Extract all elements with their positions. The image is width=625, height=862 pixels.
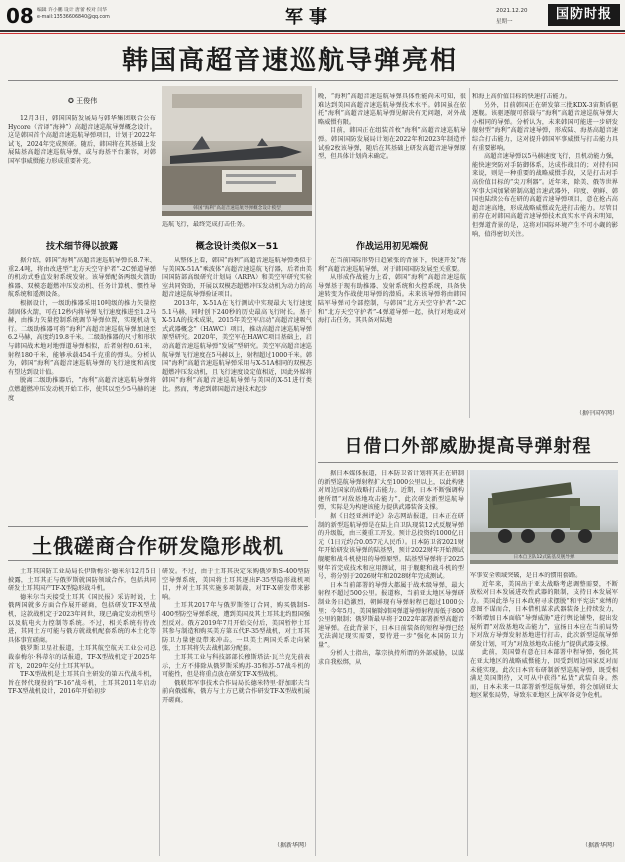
section-title-tech-details: 技术细节得以披露 — [45, 242, 118, 252]
paragraph: 目前，韩国正在组装首枚“海利”高超音速巡航导弹。韩国国防发展局计划在2022年和2023年制造并试验2枚该导弹，随后在其基础上研发高超音速导弹原型，但具体计划尚未确定。 — [318, 127, 466, 161]
japan-article-body-cont — [470, 572, 618, 836]
japan-missile-photo — [470, 470, 618, 564]
photo-caption: 韩国“海利”高超音速巡航导弹概念设计模型 — [162, 205, 312, 211]
section-tech-details-body — [8, 257, 156, 517]
turkey-headline-rule — [8, 560, 308, 561]
japan-article-body — [318, 470, 464, 856]
email: e-mail:13536606840@qq.com — [37, 15, 110, 20]
hycore-missile-photo — [162, 86, 312, 216]
paragraph: 此前，美国曾有意在日本部署中程导弹，强化其在亚太地区的战略威慑能力，因受到周边国家反对而未能实现。此次日本官布研制新型巡航导弹，既受相满足美国期待，又可从中获得“私货”武装自身。然而，日本未来一旦部署新型巡航导弹，将会加剧亚太地区紧张局势，导致东亚地区上演军备竞争危机。 — [470, 649, 618, 700]
paragraph: 日本当前部署的导弹大都属于战术级导弹，最大射程不超过500公里。报道称，当前亚太地区导弹研制业务日趋激烈，朝鲜现有导弹射程已超过1000公里；今年5月，美国解除韩国弹道导弹射程需低于800公里的限制；俄罗斯最早将于2022年部署新型高超音速导弹。在此背景下，日本日前装备的短程导弹已经无法满足现实需要，要待进一步“强化本国防卫力量”。 — [318, 581, 464, 649]
section-operational-body — [318, 257, 466, 422]
header-rule-red — [0, 33, 625, 34]
photo-caption: 日本自卫队12式陆基反舰导弹 — [470, 554, 618, 560]
paragraph: 军事安全领域突破，是日本的惯用套路。 — [470, 572, 582, 579]
column-divider — [467, 470, 468, 856]
paragraph: TF-X型战机是土耳其自主研发的第五代战斗机，旨在替代现役的“F-16”战斗机，土耳其2011年启动TF-X型战机设计，2016年开始初步 — [8, 671, 156, 696]
masthead-logo — [548, 4, 620, 26]
page-number: 08 — [6, 4, 34, 28]
paragraph: 分析人士指出，靠宗执持所谓的外部威胁，以谋求自我松绑，从 — [318, 650, 464, 667]
header-rule — [0, 30, 625, 32]
turkey-headline-rule-top — [8, 526, 308, 527]
paragraph: 据日本媒体报道，日本防卫省计划将其正在研制的新型巡航导弹射程扩大至1000公里以上，以此构建对周边国家的战略打击能力。近期，日本不断强调构建所谓“对敌基地攻击能力”，此次研发新型巡航导弹，实际是为构建该能力提供武器装备支撑。 — [318, 470, 464, 512]
section-title: 军事 — [285, 7, 333, 28]
paragraph: 在当前国际形势日趋紧张的背景下，快速开发“海利”高超音速巡航导弹，对于韩国国防发展至关重要。 — [318, 257, 466, 273]
lead-text: 12月3日，韩国国防发展局与韩华集团联合公布Hycore（音译“海神”）高超音速巡航导弹概念设计。这是韩国首个高超音速巡航导弹项目，计划于2022年试飞，2024年完成预研。随后，韩国将在其基础上发展陆基高超音速巡航导弹，或与海基平台兼容，对韩国军事威慑能力形成重要补充。 — [8, 115, 156, 165]
turkey-article-source: （据新华网） — [273, 842, 310, 849]
paragraph: 另外，目前韩国正在研发第三批KDX-3宙斯盾驱逐舰。该驱逐舰可搭载与“海利”高超音速巡航导弹大小相同的导弹。分析认为，未来韩国可能进一步研发舰射型“海利”高超音速导弹，形成陆、海基高超音速综合打击能力，这对提升韩国军事威慑与打击能力具有重要影响。 — [472, 101, 618, 152]
turkey-article-body — [8, 568, 156, 858]
section-s2-lead-in — [162, 221, 312, 231]
paragraph: 近年来，美国出于亚太战略考虑调整需要，不断放松对日本发展进攻性武器的限制，支持日本发展军力。美国此举与日本政府寻求摆脱“和平宪法”束缚的意图不谋而合，日本借机谋求武器装备上持续发力，不断增加日本面临“导弹威胁”进行舆论铺垫，提出发展所谓“对敌基地攻击能力”，宣扬日本应在当前局势下对敌方导弹发射基地进行打击，此次新型巡航导弹研发计划，可为“对敌基地攻击能力”提供武器支撑。 — [470, 580, 618, 648]
paragraph: 土耳其2017年与俄罗斯签订合同，购买俄制S-400型防空导弹系统，遭到美国及其土耳其北约盟国强烈反对。俄方2019年7月开始交付后，美国暂停土耳其参与制造和购买美方第五代F-35型战机，对土耳其防卫力量建设带来冲击。一旦美土两国关系走向紧张，土耳其将失去战机部分配套。 — [162, 602, 310, 653]
turkey-article-body-cont — [162, 568, 310, 838]
paragraph: 根据设计，一级助推器采用10吨级的推力矢量控制固体火箭，可在12秒内将导弹飞行速度推进至1.2马赫，由推力矢量控制系统调节导弹位置，实现机动飞行。二级助推器可将“海利”高超音速巡航导弹加速至6.2马赫，高度约19.8千米。二级助推器的尺寸和形状与韩国战术地对地弹道导弹相似，后者射程0.61米，射程180千米，能够承载454千克重的弹头。分析认为，韩国“海利”高超音速巡航导弹的飞行速度和高度有望达到设计值。 — [8, 299, 156, 376]
missile-model-image — [162, 86, 312, 216]
masthead-name: 国防时报 — [555, 7, 612, 22]
main-headline: 韩国高超音速巡航导弹亮相 — [121, 46, 458, 76]
japan-article-source: （据新华网） — [581, 842, 618, 849]
author-name: 王俊伟 — [76, 97, 98, 105]
paragraph: 从整体上看，韩国“海利”高超音速巡航导弹类似于与美国X-51A“乘波体”高超音速巡航飞行器，后者由美国国防部高级研究计划局（ARPA）和美空军研究实验室共同资助，开展以双模态超燃冲压发动机为动力的高超音速巡航导弹验证项目。 — [162, 257, 312, 299]
column-divider — [159, 568, 160, 856]
paragraph: 俄联邦军事技术合作局局长德米特里·舒加耶夫当前向俄媒称，俄方与土方已就合作研发TF-X型战机展开磋商。 — [162, 679, 310, 704]
japan-headline-rule — [318, 462, 618, 463]
paragraph: 从形成作战能力上看，韩国“海利”高超音速巡航导弹基于现有助推器、发射系统和火控系统，具备快速转变为作战使用导弹的潜质。未来该导弹将由韩国陆军导弹司令部控制，与韩国“北方天空守护者”-2C和“北方天空守护者”-4弹道导弹一起，执行对地或对海打击任务，其具备对陆地 — [318, 274, 466, 325]
paragraph: 据《日经亚洲评论》杂志网站报道，日本正在研制的新型巡航导弹是在陆上自卫队现装12式反舰导弹的升级版，由三菱重工开发。预计总投资约1000亿日元（1日元约合0.057元人民币）。日本防卫省2021财年开始研发该导弹的陆基型，预计2022财年开始测试舰艇和战斗机使用的导弹原型。陆基型导弹将于2025财年首完成技术和应用测试，用于舰艇和战斗机的型号，将分别于2026财年和2028财年完成测试。 — [318, 512, 464, 581]
column-divider — [315, 520, 316, 856]
paragraph: 晚，“海利”高超音速巡航导弹具体性能尚未可知，很难达到美国高超音速巡航导弹技术水平。韩国虽在依托“海利”高超音速巡航导弹见解决有无问题，对外战略威慑有限。 — [318, 93, 466, 126]
paragraph: 高超音速导弹以5马赫速度飞行，且机动能力强，能快速突防对手防御体系，达成作战目的；对持有国来说，则是一种重要的战略威慑手段，又是打击对手高价值目标的“尖刀利器”。近年来，除美、俄等世界军事大国加紧研制高超音速武器外，印度、朝鲜、韩国也陆续公布在研的高超音速导弹项目，意在抢占高超音速高地，形成战略威慑或先进打击能力。尽管目前存在对韩国高超音速导弹技术真实水平尚未明知，但弹道背景的是，这将对国际环境产生不可小觑的影响，值得密切关注。 — [472, 153, 618, 238]
section-s4-body — [472, 93, 618, 411]
paragraph: 研发。不过，由于土耳其决定采购俄罗斯S-400型防空导弹系统，美国将土耳其逐出F-35型隐形战机项目，并对土耳其实施多项制裁，对TF-X研发带来影响。 — [162, 568, 310, 601]
issue-weekday: 星期一 — [496, 19, 513, 25]
section-concept-body — [162, 257, 312, 517]
paragraph: 俄罗斯卫星社报道，土耳其航空航天工业公司总裁泰梅尔·科蒂尔的话报道，TF-X型战机定于2025年首飞，2029年交付土耳其军队。 — [8, 645, 156, 670]
column-divider — [315, 88, 316, 518]
paragraph: 脱离二级助推器后，“海利”高超音速巡航导弹将点燃超燃冲压发动机开始工作，使其以至少5马赫的速度 — [8, 377, 156, 402]
turkey-article-headline: 土俄磋商合作研发隐形战机 — [32, 534, 284, 558]
missile-launcher-image — [470, 470, 618, 564]
author-star-icon: ✪ — [68, 97, 74, 105]
paragraph: 巡航飞行，最终完成打击任务。 — [162, 221, 249, 228]
paragraph: 2013年，X-51A在飞行测试中实现最大飞行速度5.1马赫，同时创下240秒的历史最高飞行时长。基于X-51A的技术成果，2015年美空军启动“高超音速吸气式武器概念”（HAWC）项目，推动高超音速巡航导弹原型研究。2020年，美空军在HAWC项目基础上，启动高超音速巡航导弹“发展”型研究。美空军高超音速巡航导弹飞行速度在5马赫以上，射程超过1000千米。韩国“海利”高超音速巡航导弹采用与X-51A相同的双模态超燃冲压发动机，且飞行速度设定值相近，因此外媒将韩国“海利”高超音速巡航导弹与美国的X-51进行类比。然而，考虑到韩国超音速技术起步 — [162, 299, 312, 393]
paragraph: 和海上高价值目标的快速打击能力。 — [472, 93, 571, 100]
author-line — [68, 96, 97, 106]
headline-rule — [8, 80, 618, 81]
issue-date: 2021.12.20 — [496, 8, 528, 14]
paragraph: 土耳其工业与科技部部长穆斯塔法·瓦兰克先前表示，土方不排除从俄罗斯采购苏-35和苏-57战斗机的可能性，但是将重点放在研发TF-X型战机。 — [162, 653, 310, 679]
editor-line: 编辑 许小鹏 设计 唐蕾 校对 闫华 — [37, 8, 107, 13]
paragraph: 德米尔当天接受土耳其《国民报》采访时说，土俄两国就多方面合作展开磋商，包括研发TF-X型战机，这款战机定于2023年问世，现已确定发动机型号以及航电火力控制等系统。不过，相关系统有待改进，其同土方可能与俄方就战机配套系统的本土化等具体事宜磋商。 — [8, 593, 156, 644]
paragraph: 据介绍，韩国“海利”高超音速巡航导弹长8.7米、重2.4吨，将由改进型“北方天空守护者”-2C弹道导弹的机动式垂直发射系统发射。该导弹配备两级火箭助推器、双模态超燃冲压发动机、任务计算机、惯性导航系统和遥测设备。 — [8, 257, 156, 299]
column-divider — [469, 88, 470, 418]
section-title-operational-use: 作战运用初见端倪 — [355, 242, 428, 252]
japan-article-headline: 日借口外部威胁提高导弹射程 — [344, 436, 592, 457]
paragraph: 土耳其国防工业局局长伊斯梅尔·德米尔12月5日披露，土耳其正与俄罗斯就国防领域合作，包括共同研发土耳其国产TF-X型隐形战斗机。 — [8, 568, 156, 593]
article-source: （据中国军网） — [575, 410, 618, 417]
section-s3-lead-in — [318, 93, 466, 229]
section-title-concept-x51: 概念设计类似X－51 — [195, 242, 279, 252]
lead-paragraph — [8, 115, 156, 227]
